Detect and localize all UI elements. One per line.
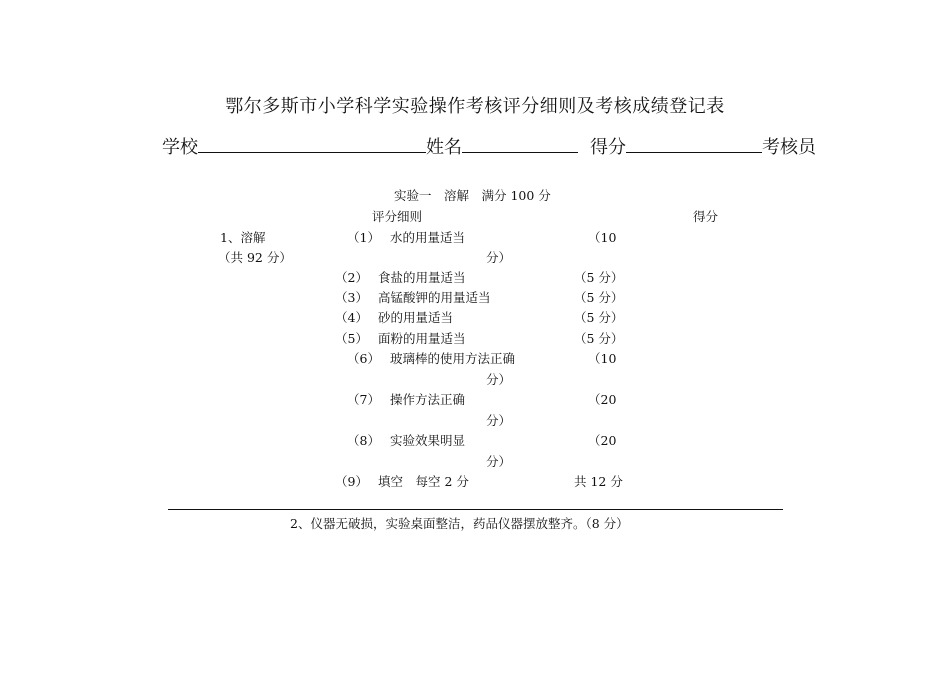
section1-total: （共 92 分） <box>218 250 292 265</box>
item-points: （20 <box>588 433 617 448</box>
criteria-label: 评分细则 <box>372 209 423 224</box>
item-num: （8） <box>347 433 380 448</box>
item-points: （10 <box>588 351 617 366</box>
item-text: 玻璃棒的使用方法正确 <box>390 351 516 366</box>
school-label: 学校 <box>162 137 198 158</box>
experiment-heading: 实验一 溶解 满分 100 分 <box>394 188 551 203</box>
item-num: （1） <box>347 230 380 245</box>
item-text: 填空 每空 2 分 <box>378 474 469 489</box>
item-points: （5 分） <box>574 290 624 305</box>
item-points: （5 分） <box>574 310 624 325</box>
item-text: 实验效果明显 <box>390 433 466 448</box>
item-text: 食盐的用量适当 <box>378 270 466 285</box>
item-num: （2） <box>335 270 368 285</box>
section2-text: 2、仪器无破损，实验桌面整洁，药品仪器摆放整齐。（8 分） <box>290 516 629 531</box>
item-points-cont: 分） <box>486 413 512 428</box>
score-blank <box>626 136 762 153</box>
item-num: （5） <box>335 331 368 346</box>
item-points-cont: 分） <box>486 372 512 387</box>
divider-line <box>168 509 783 510</box>
item-text: 水的用量适当 <box>390 230 466 245</box>
score-column-label: 得分 <box>693 209 719 224</box>
score-label: 得分 <box>590 137 626 158</box>
item-points: （10 <box>588 230 617 245</box>
section1-label: 1、溶解 <box>220 230 266 245</box>
item-num: （3） <box>335 290 368 305</box>
item-num: （6） <box>347 351 380 366</box>
item-num: （9） <box>335 474 368 489</box>
item-text: 砂的用量适当 <box>378 310 454 325</box>
item-points: （5 分） <box>574 270 624 285</box>
item-points-cont: 分） <box>486 250 512 265</box>
item-num: （7） <box>347 392 380 407</box>
item-points: 共 12 分 <box>574 474 623 489</box>
item-num: （4） <box>335 310 368 325</box>
item-text: 操作方法正确 <box>390 392 466 407</box>
name-blank <box>462 136 578 153</box>
school-blank <box>198 136 426 153</box>
item-text: 高锰酸钾的用量适当 <box>378 290 491 305</box>
item-text: 面粉的用量适当 <box>378 331 466 346</box>
header-fields <box>162 133 816 159</box>
examiner-label: 考核员 <box>762 137 816 158</box>
item-points: （5 分） <box>574 331 624 346</box>
item-points: （20 <box>588 392 617 407</box>
page-title: 鄂尔多斯市小学科学实验操作考核评分细则及考核成绩登记表 <box>225 96 725 117</box>
name-label: 姓名 <box>426 137 462 158</box>
item-points-cont: 分） <box>486 454 512 469</box>
